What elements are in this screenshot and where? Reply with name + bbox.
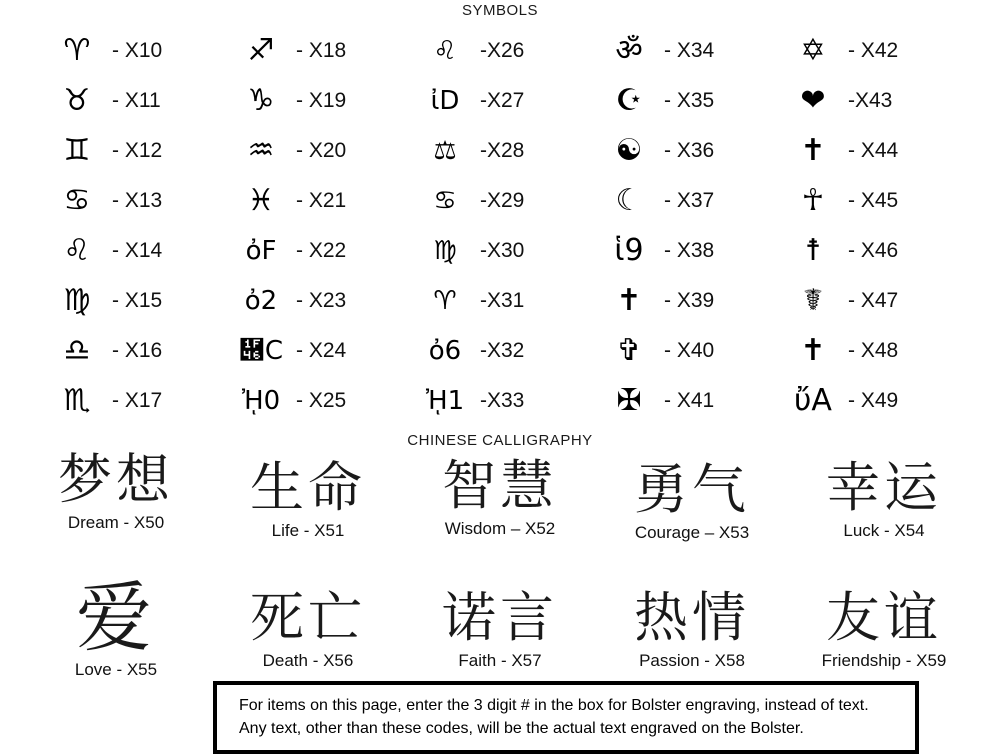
calligraphy-glyphs: 爱 [76,573,156,662]
symbol-entry [40,276,224,326]
calligraphy-section-heading: CHINESE CALLIGRAPHY [407,432,593,449]
symbol-entry [592,376,776,426]
symbol-code: -X43 [848,89,893,112]
symbol-code: -X27 [480,89,525,112]
calligraphy-item-death [212,576,404,680]
ram-icon: ὀF [245,236,277,266]
symbol-code: - X14 [112,239,163,262]
symbol-code: - X17 [112,389,163,412]
symbol-entry [408,26,592,76]
symbol-code: - X24 [296,339,347,362]
calligraphy-label: Courage – X53 [634,522,750,542]
symbol-code: - X16 [112,339,163,362]
symbol-entry [776,176,960,226]
symbol-entry [592,176,776,226]
symbol-code: - X46 [848,239,899,262]
symbol-code: - X11 [112,89,161,112]
calligraphy-label: Luck - X54 [843,520,925,540]
instruction-line-2: Any text, other than these codes, will be the actual text engraved on the Bolster. [239,720,804,738]
symbol-entry [592,26,776,76]
calligraphy-label: Death - X56 [262,650,354,670]
pisces-icon: ♓ [247,183,275,218]
symbol-entry [224,276,408,326]
star-of-david-icon: ✡ [800,33,826,68]
instruction-line-1: For items on this page, enter the 3 digit # in the box for Bolster engraving, instead of text. [239,697,869,714]
engraving-instructions-box [213,681,919,754]
calligraphy-label: Wisdom – X52 [444,518,556,538]
symbol-entry [776,226,960,276]
symbol-code: - X44 [848,139,899,162]
sagittarius-icon: ♐ [247,33,275,68]
calligraphy-label: Life - X51 [271,520,345,540]
calligraphy-label: Faith - X57 [458,650,542,670]
symbol-code: -X28 [480,139,525,162]
symbol-code: - X48 [848,339,899,362]
crab-icon: ᾘ0 [241,386,281,416]
symbols-grid [40,26,960,426]
calligraphy-label: Friendship - X59 [821,650,947,670]
symbol-entry [776,276,960,326]
symbol-code: - X23 [296,289,347,312]
symbol-entry [224,26,408,76]
cross-icon: ✝ [616,283,642,318]
maltese-cross-icon: ✠ [616,383,642,418]
symbol-code: -X31 [480,289,525,312]
symbol-entry [40,326,224,376]
virgo-figure-icon: ♍ [433,236,457,266]
capricorn-icon: ♑ [247,83,275,118]
symbol-entry [592,326,776,376]
calligraphy-label: Love - X55 [74,660,158,679]
symbol-code: - X19 [296,89,347,112]
aquarius-icon: ♒ [247,133,275,168]
symbol-entry [408,176,592,226]
symbol-entry [408,226,592,276]
virgo-icon: ♍ [63,283,91,318]
symbol-code: -X30 [480,239,525,262]
calligraphy-glyphs: 勇气 [634,458,750,521]
symbol-code: - X34 [664,39,715,62]
symbol-code: - X38 [664,239,715,262]
leo-animal-icon: ♌ [433,36,457,66]
symbol-code: - X42 [848,39,899,62]
symbol-code: -X33 [480,389,525,412]
om-icon: ॐ [615,33,643,68]
symbol-entry [592,126,776,176]
twins-icon: ὆C [238,336,284,366]
symbol-code: - X18 [296,39,347,62]
symbol-entry [224,176,408,226]
symbol-entry [592,226,776,276]
symbol-code: - X36 [664,139,715,162]
symbol-code: - X20 [296,139,347,162]
lion-icon: ὀ6 [428,336,462,366]
symbol-code: -X26 [480,39,525,62]
calligraphy-item-courage [596,452,788,543]
symbol-entry [776,76,960,126]
symbol-code: -X32 [480,339,525,362]
symbol-code: - X21 [296,189,347,212]
calligraphy-glyphs: 梦想 [58,448,174,511]
symbol-entry [224,76,408,126]
symbol-entry [592,76,776,126]
calligraphy-row-2 [20,573,980,680]
bull-icon: ὀ2 [244,286,278,316]
symbol-entry [224,326,408,376]
waxing-moon-icon: ἱ9 [614,233,644,268]
symbol-code: - X49 [848,389,899,412]
calligraphy-glyphs: 生命 [250,456,366,519]
symbol-entry [408,276,592,326]
calligraphy-item-luck [788,452,980,543]
libra-icon: ♎ [63,333,91,368]
symbol-code: -X29 [480,189,525,212]
symbol-code: - X15 [112,289,163,312]
symbol-entry [408,76,592,126]
heart-icon: ❤ [800,83,826,118]
cancer-icon: ♋ [63,183,91,218]
lion-head-icon: ᾘ1 [425,386,465,416]
aries-ram-icon: ♈ [433,286,457,316]
symbol-entry [40,126,224,176]
symbol-entry [40,376,224,426]
scorpion-icon: ♋ [433,186,457,216]
symbol-entry [224,126,408,176]
scales-icon: ⚖ [433,136,457,166]
calligraphy-item-wisdom [404,452,596,543]
calligraphy-glyphs: 友谊 [826,586,942,649]
symbol-entry [776,126,960,176]
calligraphy-label: Passion - X58 [639,650,745,670]
calligraphy-item-life [212,452,404,543]
calligraphy-item-passion [596,576,788,680]
symbol-entry [408,126,592,176]
symbols-section-heading: SYMBOLS [461,2,539,19]
symbol-entry [224,376,408,426]
symbol-entry [776,376,960,426]
calligraphy-row-1 [20,448,980,543]
symbol-entry [408,326,592,376]
calligraphy-glyphs: 诺言 [442,586,558,649]
symbol-code: - X35 [664,89,715,112]
symbol-code: - X45 [848,189,899,212]
calligraphy-glyphs: 幸运 [826,456,942,519]
symbol-code: - X37 [664,189,715,212]
symbol-code: - X12 [112,139,163,162]
orthodox-cross-icon: ✞ [616,333,642,368]
calligraphy-item-dream [20,448,212,543]
yin-yang-icon: ☯ [615,133,643,168]
calligraphy-label: Dream - X50 [67,512,165,532]
taurus-icon: ♉ [63,83,91,118]
symbol-code: - X25 [296,389,347,412]
symbol-entry [592,276,776,326]
calligraphy-glyphs: 死亡 [250,586,366,649]
symbol-code: - X40 [664,339,715,362]
aries-icon: ♈ [63,33,91,68]
celtic-knot-icon: ☨ [804,233,822,268]
latin-cross-icon: ✝ [800,133,826,168]
calligraphy-item-faith [404,576,596,680]
symbol-entry [40,26,224,76]
crescent-moon-icon: ☾ [615,183,643,218]
symbol-code: - X13 [112,189,163,212]
symbol-code: - X39 [664,289,715,312]
symbol-entry [40,176,224,226]
globe-icon: ἰD [430,86,460,116]
gemini-icon: ♊ [63,133,91,168]
dagger-cross-icon: ☤ [802,283,824,318]
leo-icon: ♌ [63,233,91,268]
bold-cross-icon: ✝ [800,333,826,368]
dove-icon: ὔA [794,383,832,418]
calligraphy-item-love [20,573,212,680]
calligraphy-item-friendship [788,576,980,680]
symbol-entry [408,376,592,426]
symbol-entry [40,226,224,276]
calligraphy-glyphs: 智慧 [442,454,558,517]
symbol-entry [776,26,960,76]
scorpio-icon: ♏ [63,383,91,418]
symbol-entry [40,76,224,126]
symbol-code: - X47 [848,289,899,312]
symbol-entry [224,226,408,276]
calligraphy-glyphs: 热情 [634,586,750,649]
ankh-cross-icon: ☥ [801,183,825,218]
symbol-entry [776,326,960,376]
star-and-crescent-icon: ☪ [615,83,643,118]
symbol-code: - X22 [296,239,347,262]
symbol-code: - X41 [664,389,715,412]
symbol-code: - X10 [112,39,163,62]
